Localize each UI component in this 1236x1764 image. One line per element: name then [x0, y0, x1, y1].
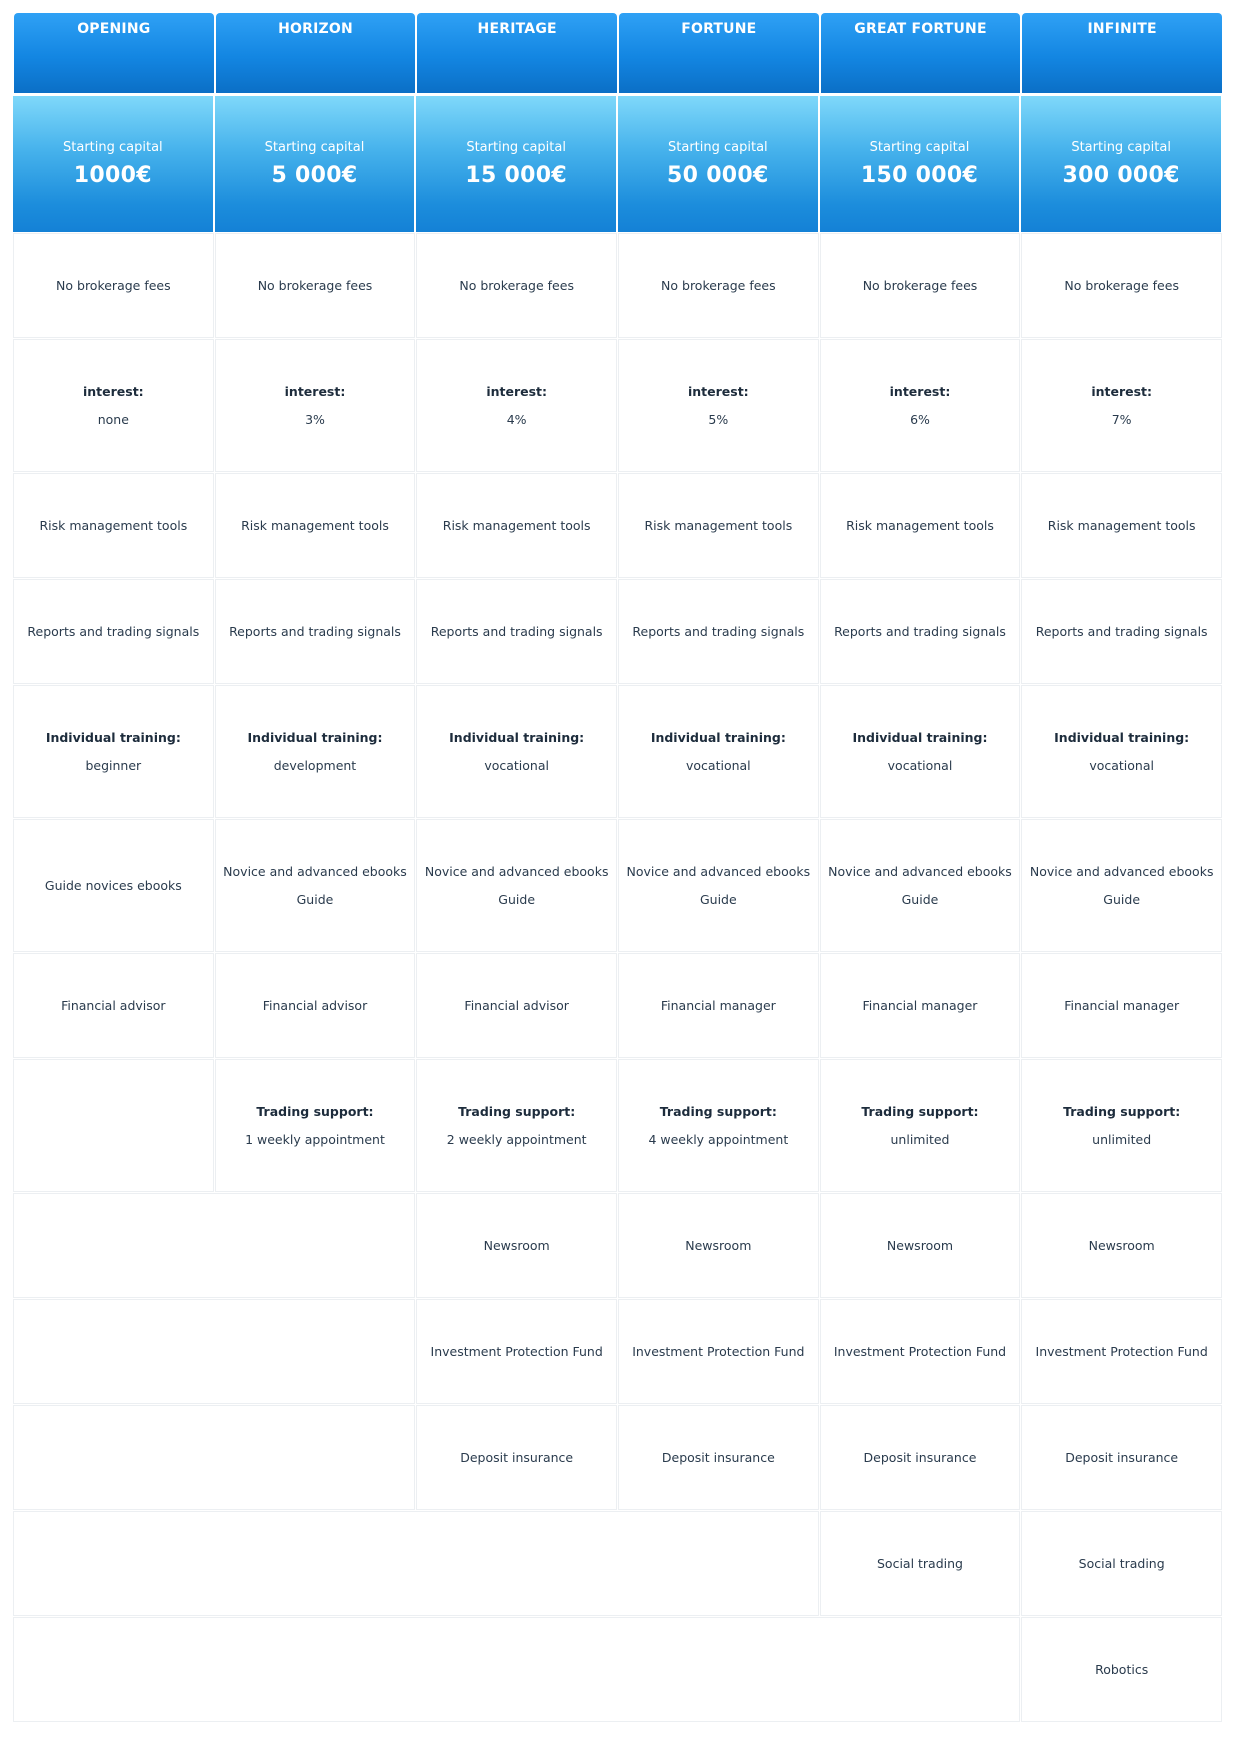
feature-cell	[416, 579, 617, 684]
feature-text: Reports and trading signals	[27, 623, 200, 639]
feature-text: Guide	[699, 891, 737, 907]
feature-title: interest:	[82, 383, 144, 399]
feature-cell	[618, 473, 819, 578]
feature-cell	[416, 1405, 617, 1510]
feature-text: Guide	[498, 891, 536, 907]
feature-text: Investment Protection Fund	[430, 1343, 603, 1359]
feature-cell	[13, 233, 214, 338]
feature-text: Reports and trading signals	[1035, 623, 1208, 639]
feature-text: No brokerage fees	[1064, 277, 1179, 293]
feature-text: Guide	[901, 891, 939, 907]
feature-text: 7%	[1111, 411, 1132, 427]
feature-cell	[215, 473, 416, 578]
feature-cell	[416, 1059, 617, 1192]
feature-cell	[820, 579, 1021, 684]
feature-text: 5%	[708, 411, 729, 427]
feature-text: Risk management tools	[442, 517, 591, 533]
feature-text: Financial manager	[862, 997, 978, 1013]
feature-text: Social trading	[1078, 1555, 1165, 1571]
feature-text: Guide novices ebooks	[44, 877, 182, 893]
feature-cell	[215, 339, 416, 472]
feature-cell	[13, 819, 214, 952]
feature-cell	[13, 953, 214, 1058]
feature-cell	[618, 233, 819, 338]
feature-cell	[1021, 953, 1222, 1058]
feature-cell	[13, 473, 214, 578]
empty-cell	[13, 1299, 415, 1404]
feature-text: Newsroom	[685, 1237, 752, 1253]
feature-text: vocational	[887, 757, 953, 773]
feature-text: vocational	[1089, 757, 1154, 773]
feature-text: 1 weekly appointment	[245, 1131, 385, 1147]
empty-cell	[13, 1059, 214, 1192]
feature-cell	[215, 579, 416, 684]
capital-cell-4	[820, 96, 1022, 232]
feature-cell	[13, 579, 214, 684]
capital-label: Starting capital	[1071, 140, 1171, 155]
feature-text: Risk management tools	[39, 517, 188, 533]
plan-header-5: INFINITE	[1022, 13, 1222, 93]
feature-cell	[416, 1193, 617, 1298]
feature-text: Newsroom	[483, 1237, 550, 1253]
feature-cell	[416, 1299, 617, 1404]
feature-text: Risk management tools	[1047, 517, 1196, 533]
feature-text: No brokerage fees	[257, 277, 373, 293]
feature-title: Individual training:	[449, 729, 585, 745]
plan-header-4: GREAT FORTUNE	[821, 13, 1021, 93]
feature-text: Deposit insurance	[863, 1449, 977, 1465]
capital-amount: 150 000€	[860, 163, 979, 188]
feature-text: Reports and trading signals	[834, 623, 1006, 639]
feature-text: Financial manager	[660, 997, 776, 1013]
feature-text: Robotics	[1095, 1661, 1149, 1677]
feature-title: interest:	[284, 383, 346, 399]
feature-title: Individual training:	[852, 729, 988, 745]
feature-text: Novice and advanced ebooks	[223, 863, 407, 879]
feature-cell	[820, 1059, 1021, 1192]
feature-title: interest:	[687, 383, 749, 399]
feature-text: 6%	[910, 411, 930, 427]
feature-text: 2 weekly appointment	[446, 1131, 587, 1147]
feature-text: vocational	[686, 757, 751, 773]
feature-title: Individual training:	[247, 729, 383, 745]
empty-cell	[13, 1617, 1020, 1722]
feature-cell	[820, 953, 1021, 1058]
feature-title: Trading support:	[1063, 1103, 1181, 1119]
feature-text: Guide	[1103, 891, 1141, 907]
plan-header-2: HERITAGE	[417, 13, 617, 93]
capital-amount: 50 000€	[667, 163, 769, 188]
feature-text: Deposit insurance	[1065, 1449, 1179, 1465]
feature-cell	[618, 819, 819, 952]
feature-text: 4%	[506, 411, 527, 427]
feature-cell	[416, 339, 617, 472]
feature-cell	[618, 953, 819, 1058]
feature-cell	[1021, 1059, 1222, 1192]
feature-cell	[1021, 685, 1222, 818]
feature-cell	[820, 685, 1021, 818]
capital-label: Starting capital	[63, 140, 163, 155]
capital-amount: 1000€	[73, 163, 152, 188]
feature-cell	[215, 819, 416, 952]
feature-text: Financial manager	[1064, 997, 1180, 1013]
feature-text: unlimited	[1092, 1131, 1152, 1147]
capital-cell-5	[1021, 96, 1223, 232]
feature-cell	[820, 1405, 1021, 1510]
capital-cell-0	[13, 96, 215, 232]
capital-amount: 15 000€	[465, 163, 567, 188]
feature-cell	[215, 233, 416, 338]
feature-cell	[618, 1405, 819, 1510]
feature-text: Reports and trading signals	[430, 623, 603, 639]
empty-cell	[13, 1405, 415, 1510]
capital-label: Starting capital	[668, 140, 768, 155]
feature-cell	[1021, 1405, 1222, 1510]
feature-cell	[416, 819, 617, 952]
pricing-table	[13, 13, 1223, 1737]
feature-cell	[215, 1059, 416, 1192]
feature-text: Deposit insurance	[460, 1449, 574, 1465]
feature-text: 4 weekly appointment	[648, 1131, 789, 1147]
feature-text: Financial advisor	[262, 997, 368, 1013]
feature-cell	[820, 233, 1021, 338]
feature-title: Individual training:	[650, 729, 786, 745]
feature-cell	[618, 579, 819, 684]
feature-cell	[1021, 233, 1222, 338]
plan-header-1: HORIZON	[216, 13, 416, 93]
feature-text: none	[97, 411, 129, 427]
feature-text: Guide	[296, 891, 334, 907]
feature-text: No brokerage fees	[661, 277, 776, 293]
feature-title: Trading support:	[256, 1103, 374, 1119]
feature-text: unlimited	[890, 1131, 950, 1147]
feature-text: Investment Protection Fund	[632, 1343, 805, 1359]
feature-cell	[618, 1193, 819, 1298]
feature-title: Trading support:	[458, 1103, 576, 1119]
feature-text: Risk management tools	[644, 517, 793, 533]
feature-cell	[416, 685, 617, 818]
feature-text: No brokerage fees	[56, 277, 171, 293]
feature-cell	[820, 819, 1021, 952]
feature-text: Newsroom	[1088, 1237, 1155, 1253]
feature-cell	[618, 1059, 819, 1192]
feature-cell	[820, 339, 1021, 472]
feature-cell	[618, 685, 819, 818]
feature-text: Risk management tools	[846, 517, 994, 533]
feature-text: Novice and advanced ebooks	[1029, 863, 1214, 879]
feature-cell	[820, 1299, 1021, 1404]
capital-label: Starting capital	[466, 140, 566, 155]
feature-text: Novice and advanced ebooks	[626, 863, 811, 879]
feature-text: Investment Protection Fund	[833, 1343, 1007, 1359]
capital-cell-1	[215, 96, 417, 232]
capital-label: Starting capital	[264, 140, 365, 155]
feature-text: Social trading	[876, 1555, 963, 1571]
feature-text: development	[273, 757, 357, 773]
feature-text: 3%	[305, 411, 325, 427]
feature-text: Financial advisor	[464, 997, 569, 1013]
feature-text: beginner	[85, 757, 142, 773]
feature-cell	[416, 233, 617, 338]
feature-title: interest:	[1091, 383, 1153, 399]
feature-cell	[1021, 1511, 1222, 1616]
capital-label: Starting capital	[869, 140, 970, 155]
feature-cell	[1021, 819, 1222, 952]
feature-text: Newsroom	[886, 1237, 954, 1253]
feature-text: No brokerage fees	[459, 277, 574, 293]
feature-cell	[1021, 339, 1222, 472]
feature-cell	[820, 1193, 1021, 1298]
feature-cell	[1021, 1193, 1222, 1298]
feature-cell	[820, 473, 1021, 578]
feature-cell	[1021, 1299, 1222, 1404]
feature-title: Individual training:	[45, 729, 181, 745]
feature-text: No brokerage fees	[862, 277, 978, 293]
feature-title: Individual training:	[1054, 729, 1190, 745]
feature-cell	[13, 685, 214, 818]
empty-cell	[13, 1511, 819, 1616]
feature-cell	[820, 1511, 1021, 1616]
capital-amount: 300 000€	[1062, 163, 1180, 188]
feature-cell	[1021, 1617, 1222, 1722]
feature-cell	[215, 685, 416, 818]
feature-title: interest:	[486, 383, 548, 399]
feature-text: Investment Protection Fund	[1035, 1343, 1208, 1359]
feature-cell	[416, 473, 617, 578]
feature-cell	[13, 339, 214, 472]
feature-cell	[618, 339, 819, 472]
feature-text: vocational	[484, 757, 549, 773]
feature-text: Reports and trading signals	[632, 623, 805, 639]
feature-text: Reports and trading signals	[229, 623, 401, 639]
feature-text: Risk management tools	[241, 517, 389, 533]
feature-cell	[618, 1299, 819, 1404]
feature-title: Trading support:	[861, 1103, 979, 1119]
feature-text: Deposit insurance	[661, 1449, 775, 1465]
feature-cell	[1021, 579, 1222, 684]
feature-text: Financial advisor	[61, 997, 166, 1013]
plan-header-0: OPENING	[14, 13, 214, 93]
feature-text: Novice and advanced ebooks	[828, 863, 1012, 879]
feature-title: Trading support:	[659, 1103, 777, 1119]
capital-cell-2	[416, 96, 618, 232]
capital-cell-3	[618, 96, 820, 232]
capital-amount: 5 000€	[271, 163, 358, 188]
empty-cell	[13, 1193, 415, 1298]
feature-cell	[416, 953, 617, 1058]
feature-text: Novice and advanced ebooks	[424, 863, 609, 879]
feature-cell	[215, 953, 416, 1058]
feature-cell	[1021, 473, 1222, 578]
plan-header-3: FORTUNE	[619, 13, 819, 93]
feature-title: interest:	[889, 383, 951, 399]
